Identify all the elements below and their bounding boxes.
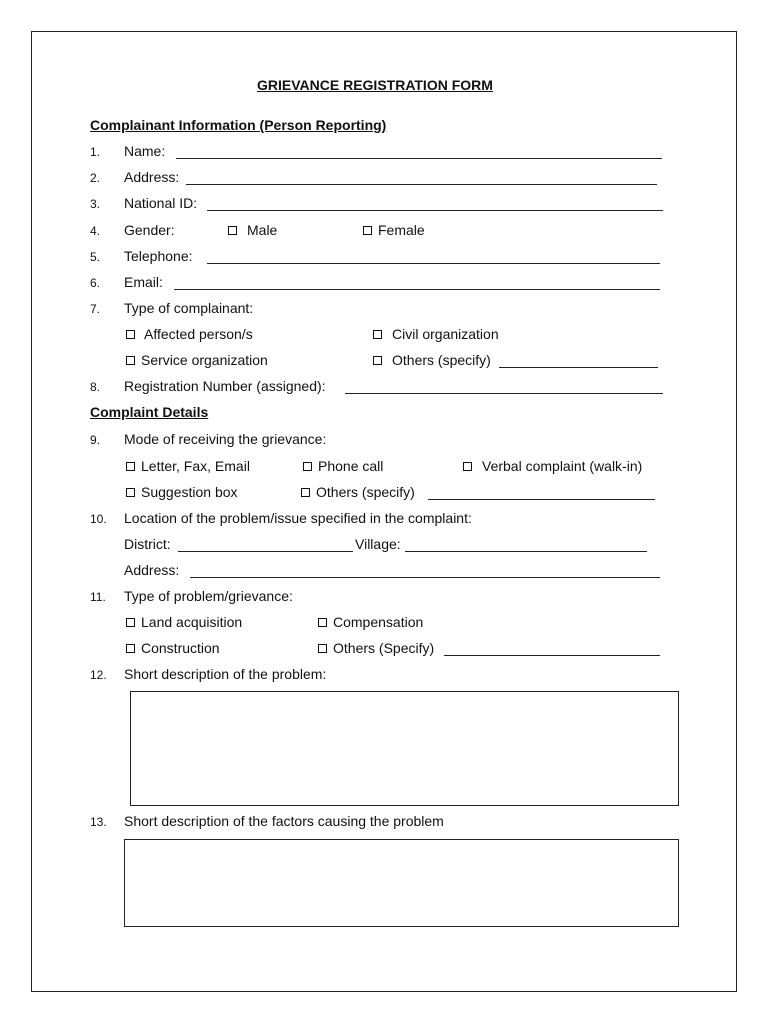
district-label: District: [124,536,171,552]
option-letter-fax-email-label: Letter, Fax, Email [141,458,250,474]
checkbox-icon[interactable] [126,330,135,339]
checkbox-icon[interactable] [373,356,382,365]
option-land-acquisition[interactable] [126,614,242,630]
gender-label: Gender: [124,222,175,238]
gender-male-option[interactable] [228,222,277,238]
checkbox-icon[interactable] [301,488,310,497]
gender-female-option[interactable] [363,222,425,238]
village-label: Village: [355,536,401,552]
option-compensation[interactable] [318,614,423,630]
option-others-problem-label: Others (Specify) [333,640,435,656]
checkbox-icon[interactable] [318,644,327,653]
gender-female-label: Female [378,222,425,238]
gender-male-label: Male [247,222,278,238]
option-civil-organization-label: Civil organization [392,326,499,342]
item-number-3: 3. [90,197,101,211]
option-phone-call-label: Phone call [318,458,384,474]
location-address-label: Address: [124,562,180,578]
name-label: Name: [124,143,166,159]
option-others-complainant-label: Others (specify) [392,352,491,368]
telephone-label: Telephone: [124,248,193,264]
checkbox-icon[interactable] [126,356,135,365]
checkbox-icon[interactable] [363,226,372,235]
checkbox-icon[interactable] [373,330,382,339]
option-compensation-label: Compensation [333,614,424,630]
item-number-9: 9. [90,433,101,447]
registration-number-field[interactable] [345,393,663,394]
checkbox-icon[interactable] [126,462,135,471]
location-address-field[interactable] [190,577,660,578]
item-number-8: 8. [90,380,101,394]
mode-label: Mode of receiving the grievance: [124,431,327,447]
option-civil-organization[interactable] [373,326,499,342]
item-number-6: 6. [90,276,101,290]
form-title: GRIEVANCE REGISTRATION FORM [257,77,493,93]
option-construction[interactable] [126,640,220,656]
item-number-2: 2. [90,171,101,185]
complainant-type-label: Type of complainant: [124,300,254,316]
option-verbal-complaint-label: Verbal complaint (walk-in) [482,458,643,474]
problem-type-label: Type of problem/grievance: [124,588,293,604]
option-service-organization[interactable] [126,352,268,368]
telephone-field[interactable] [207,263,660,264]
others-complainant-field[interactable] [499,367,658,368]
item-number-1: 1. [90,145,101,159]
option-letter-fax-email[interactable] [126,458,250,474]
option-suggestion-box-label: Suggestion box [141,484,238,500]
option-others-complainant[interactable] [373,352,491,368]
factors-description-box[interactable] [124,839,679,927]
item-number-5: 5. [90,250,101,264]
problem-description-label: Short description of the problem: [124,666,327,682]
checkbox-icon[interactable] [463,462,472,471]
national-id-label: National ID: [124,195,198,211]
item-number-7: 7. [90,302,101,316]
checkbox-icon[interactable] [303,462,312,471]
option-others-mode[interactable] [301,484,415,500]
checkbox-icon[interactable] [126,488,135,497]
section-complainant-info: Complainant Information (Person Reporting) [90,117,387,133]
email-field[interactable] [174,289,660,290]
factors-description-label: Short description of the factors causing the problem [124,813,444,829]
option-construction-label: Construction [141,640,220,656]
option-others-mode-label: Others (specify) [316,484,415,500]
option-others-problem[interactable] [318,640,434,656]
item-number-4: 4. [90,224,101,238]
name-field[interactable] [176,158,662,159]
location-label: Location of the problem/issue specified in the complaint: [124,510,472,526]
district-field[interactable] [178,551,353,552]
item-number-12: 12. [90,668,107,682]
option-phone-call[interactable] [303,458,383,474]
village-field[interactable] [405,551,647,552]
others-mode-field[interactable] [428,499,655,500]
checkbox-icon[interactable] [126,618,135,627]
item-number-11: 11. [90,590,106,604]
item-number-13: 13. [90,815,107,829]
option-service-organization-label: Service organization [141,352,268,368]
problem-description-box[interactable] [130,691,679,806]
others-problem-field[interactable] [444,655,660,656]
option-affected-persons[interactable] [126,326,253,342]
registration-number-label: Registration Number (assigned): [124,378,326,394]
option-land-acquisition-label: Land acquisition [141,614,243,630]
option-suggestion-box[interactable] [126,484,238,500]
section-complaint-details: Complaint Details [90,404,209,420]
option-affected-persons-label: Affected person/s [144,326,253,342]
item-number-10: 10. [90,512,107,526]
national-id-field[interactable] [207,210,663,211]
checkbox-icon[interactable] [126,644,135,653]
email-label: Email: [124,274,163,290]
checkbox-icon[interactable] [228,226,237,235]
option-verbal-complaint[interactable] [463,458,642,474]
address-field[interactable] [186,184,657,185]
checkbox-icon[interactable] [318,618,327,627]
address-label: Address: [124,169,180,185]
